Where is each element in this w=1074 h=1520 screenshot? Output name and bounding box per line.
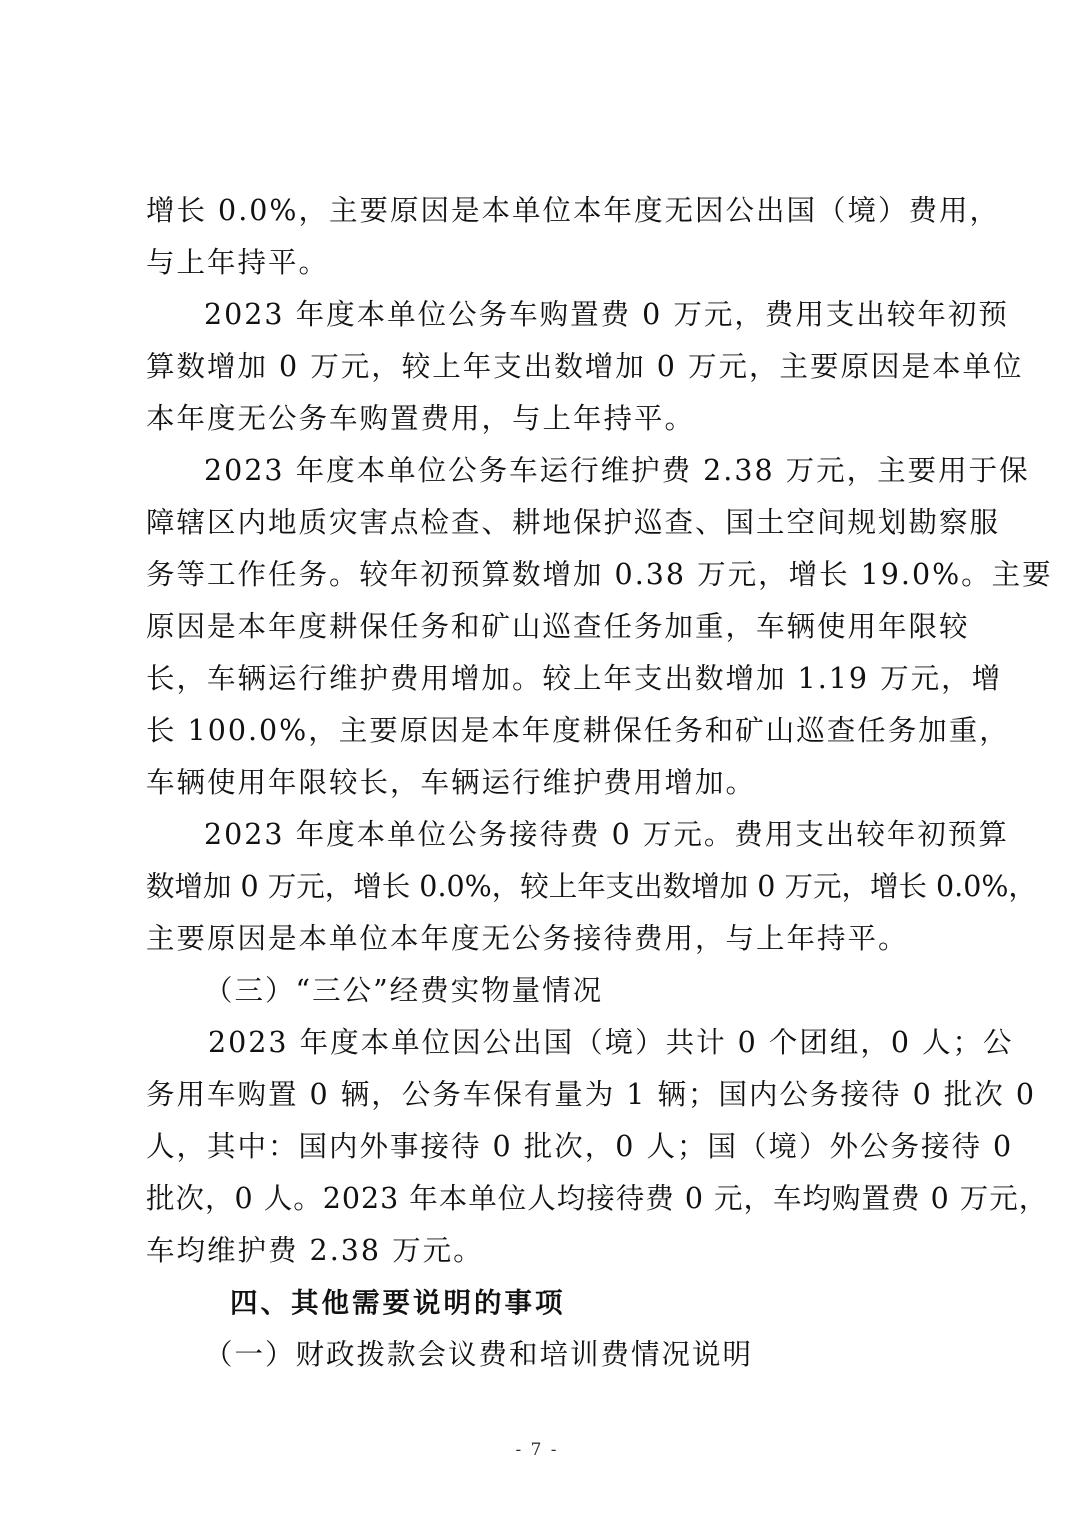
section-heading: 四、其他需要说明的事项 (230, 1287, 566, 1319)
page-number: - 7 - (515, 1440, 559, 1460)
paragraph-line: 务等工作任务。较年初预算数增加 0.38 万元，增长 19.0%。主要 (146, 558, 1053, 591)
paragraph-line: 长 100.0%，主要原因是本年度耕保任务和矿山巡查任务加重， (146, 714, 1010, 747)
section-subheading: （一）财政拨款会议费和培训费情况说明 (204, 1338, 754, 1371)
paragraph-line: 本年度无公务车购置费用，与上年持平。 (146, 402, 696, 435)
paragraph-line: 与上年持平。 (146, 246, 330, 279)
paragraph-line: 障辖区内地质灾害点检查、耕地保护巡查、国土空间规划勘察服 (146, 506, 1001, 539)
paragraph-line: 主要原因是本单位本年度无公务接待费用，与上年持平。 (146, 922, 909, 955)
paragraph-line: 2023 年度本单位因公出国（境）共计 0 个团组，0 人；公 (208, 1026, 1014, 1059)
paragraph-line: 2023 年度本单位公务接待费 0 万元。费用支出较年初预算 (204, 818, 1009, 851)
paragraph-line: 务用车购置 0 辆，公务车保有量为 1 辆；国内公务接待 0 批次 0 (146, 1078, 1036, 1111)
paragraph-line: 2023 年度本单位公务车购置费 0 万元，费用支出较年初预 (204, 298, 1009, 331)
paragraph-line: 批次，0 人。2023 年本单位人均接待费 0 元，车均购置费 0 万元， (146, 1182, 1049, 1215)
paragraph-line: 2023 年度本单位公务车运行维护费 2.38 万元，主要用于保 (204, 454, 1030, 487)
paragraph-line: 原因是本年度耕保任务和矿山巡查任务加重，车辆使用年限较 (146, 610, 970, 643)
paragraph-line: 人，其中：国内外事接待 0 批次，0 人；国（境）外公务接待 0 (146, 1130, 1014, 1163)
paragraph-line: 数增加 0 万元，增长 0.0%，较上年支出数增加 0 万元，增长 0.0%， (146, 870, 1037, 903)
section-subheading: （三）“三公”经费实物量情况 (204, 974, 604, 1007)
paragraph-line: 车均维护费 2.38 万元。 (146, 1234, 484, 1267)
paragraph-line: 长，车辆运行维护费用增加。较上年支出数增加 1.19 万元，增 (146, 662, 1003, 695)
paragraph-line: 车辆使用年限较长，车辆运行维护费用增加。 (146, 766, 757, 799)
paragraph-line: 算数增加 0 万元，较上年支出数增加 0 万元，主要原因是本单位 (146, 350, 1024, 383)
paragraph-line: 增长 0.0%，主要原因是本单位本年度无因公出国（境）费用， (146, 194, 1000, 227)
